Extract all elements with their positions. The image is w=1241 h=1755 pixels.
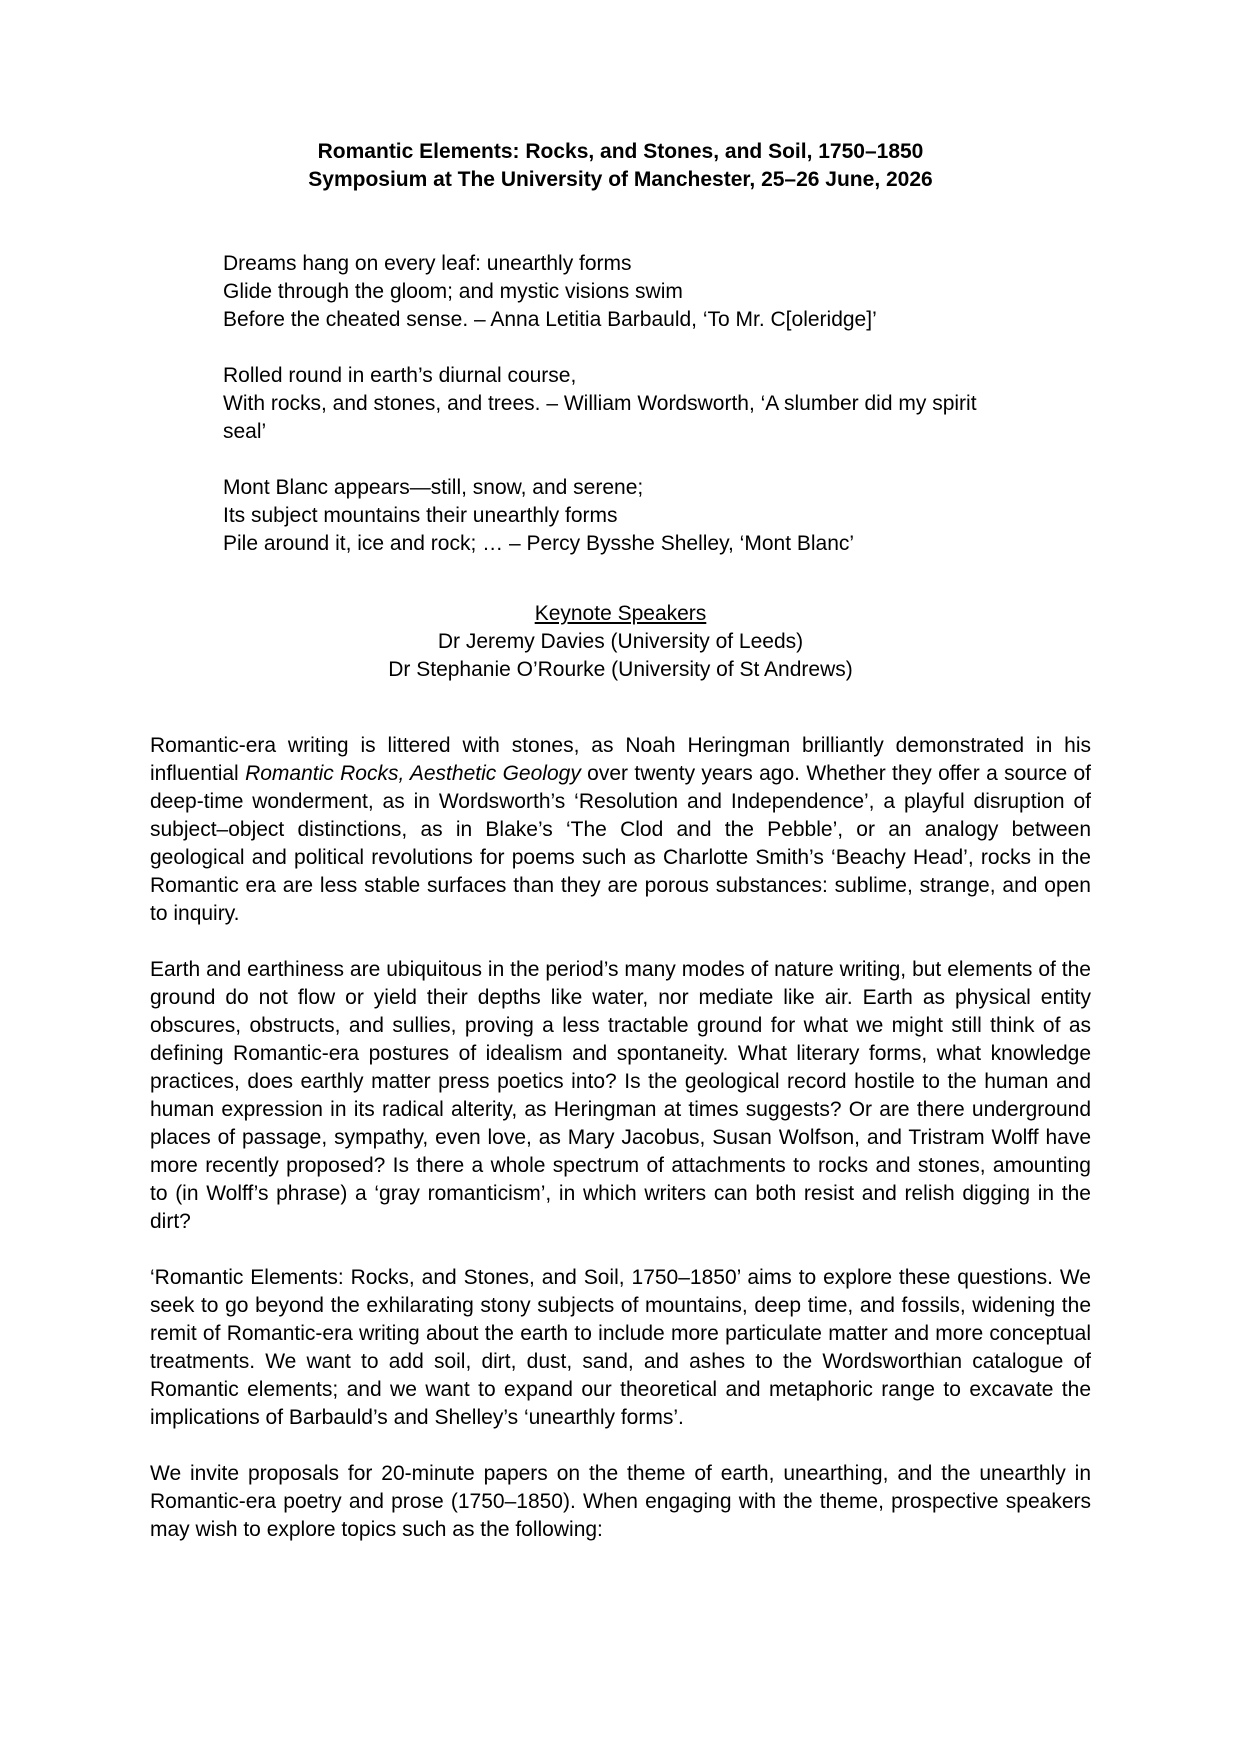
epigraph-line: With rocks, and stones, and trees. – William Wordsworth, ‘A slumber did my spirit <box>223 392 977 415</box>
epigraph-line: Before the cheated sense. – Anna Letitia Barbauld, ‘To Mr. C[oleridge]’ <box>223 308 877 331</box>
body-paragraph-1 <box>150 732 1091 928</box>
epigraph-shelley <box>223 474 1091 558</box>
epigraph-line: Mont Blanc appears—still, snow, and serene; <box>223 476 644 499</box>
body-text-section <box>150 732 1091 1544</box>
keynote-heading-text: Keynote Speakers <box>534 602 707 625</box>
body-paragraph-2: Earth and earthiness are ubiquitous in the period’s many modes of nature writing, but elements of the ground do not flow or yield their depths like water, nor mediate like air. Earth as physical entity obscures, obstructs, and sullies, proving a less tractable ground for what we might still think of as defining Romantic-era postures of idealism and spontaneity. What literary forms, what knowledge practices, does earthly matter press poetics into? Is the geological record hostile to the human and human expression in its radical alterity, as Heringman at times suggests? Or are there underground places of passage, sympathy, even love, as Mary Jacobus, Susan Wolfson, and Tristram Wolff have more recently proposed? Is there a whole spectrum of attachments to rocks and stones, amounting to (in Wolff’s phrase) a ‘gray romanticism’, in which writers can both resist and relish digging in the dirt? <box>150 958 1091 1233</box>
epigraph-line: seal’ <box>223 420 267 443</box>
epigraph-line: Glide through the gloom; and mystic visions swim <box>223 280 683 303</box>
title-line-2: Symposium at The University of Manchester, 25–26 June, 2026 <box>308 168 933 191</box>
epigraph-barbauld <box>223 250 1091 334</box>
keynote-speaker-1: Dr Jeremy Davies (University of Leeds) <box>437 630 804 653</box>
paragraph-1-pre-text: Romantic-era writing is littered with stones, as Noah Heringman brilliantly demonstrated in his influential <box>150 734 1091 785</box>
body-paragraph-3: ‘Romantic Elements: Rocks, and Stones, and Soil, 1750–1850’ aims to explore these questions. We seek to go beyond the exhilarating stony subjects of mountains, deep time, and fossils, widening the remit of Romantic-era writing about the earth to include more particulate matter and more conceptual treatments. We want to add soil, dirt, dust, sand, and ashes to the Wordsworthian catalogue of Romantic elements; and we want to expand our theoretical and metaphoric range to excavate the implications of Barbauld’s and Shelley’s ‘unearthly forms’. <box>150 1266 1091 1429</box>
epigraph-line: Pile around it, ice and rock; … – Percy Bysshe Shelley, ‘Mont Blanc’ <box>223 532 855 555</box>
document-title <box>150 138 1091 194</box>
keynote-speaker-2: Dr Stephanie O’Rourke (University of St Andrews) <box>388 658 853 681</box>
epigraph-line: Its subject mountains their unearthly forms <box>223 504 618 527</box>
keynote-heading <box>150 600 1091 628</box>
title-line-1: Romantic Elements: Rocks, and Stones, and Soil, 1750–1850 <box>317 140 924 163</box>
book-title-italic: Romantic Rocks, Aesthetic Geology <box>245 762 581 785</box>
epigraph-wordsworth <box>223 362 1091 446</box>
epigraph-line: Dreams hang on every leaf: unearthly forms <box>223 252 632 275</box>
paragraph-1-post-text: over twenty years ago. Whether they offer a source of deep-time wonderment, as in Wordsworth’s ‘Resolution and Independence’, a playful disruption of subject–object distinctions, as in Blake’s ‘The Clod and the Pebble’, or an analogy between geological and political revolutions for poems such as Charlotte Smith’s ‘Beachy Head’, rocks in the Romantic era are less stable surfaces than they are porous substances: sublime, strange, and open to inquiry. <box>150 762 1091 925</box>
keynote-section <box>150 600 1091 684</box>
epigraph-line: Rolled round in earth’s diurnal course, <box>223 364 577 387</box>
epigraphs-section <box>150 250 1091 558</box>
body-paragraph-4: We invite proposals for 20-minute papers on the theme of earth, unearthing, and the unearthly in Romantic-era poetry and prose (1750–1850). When engaging with the theme, prospective speakers may wish to explore topics such as the following: <box>150 1462 1091 1541</box>
